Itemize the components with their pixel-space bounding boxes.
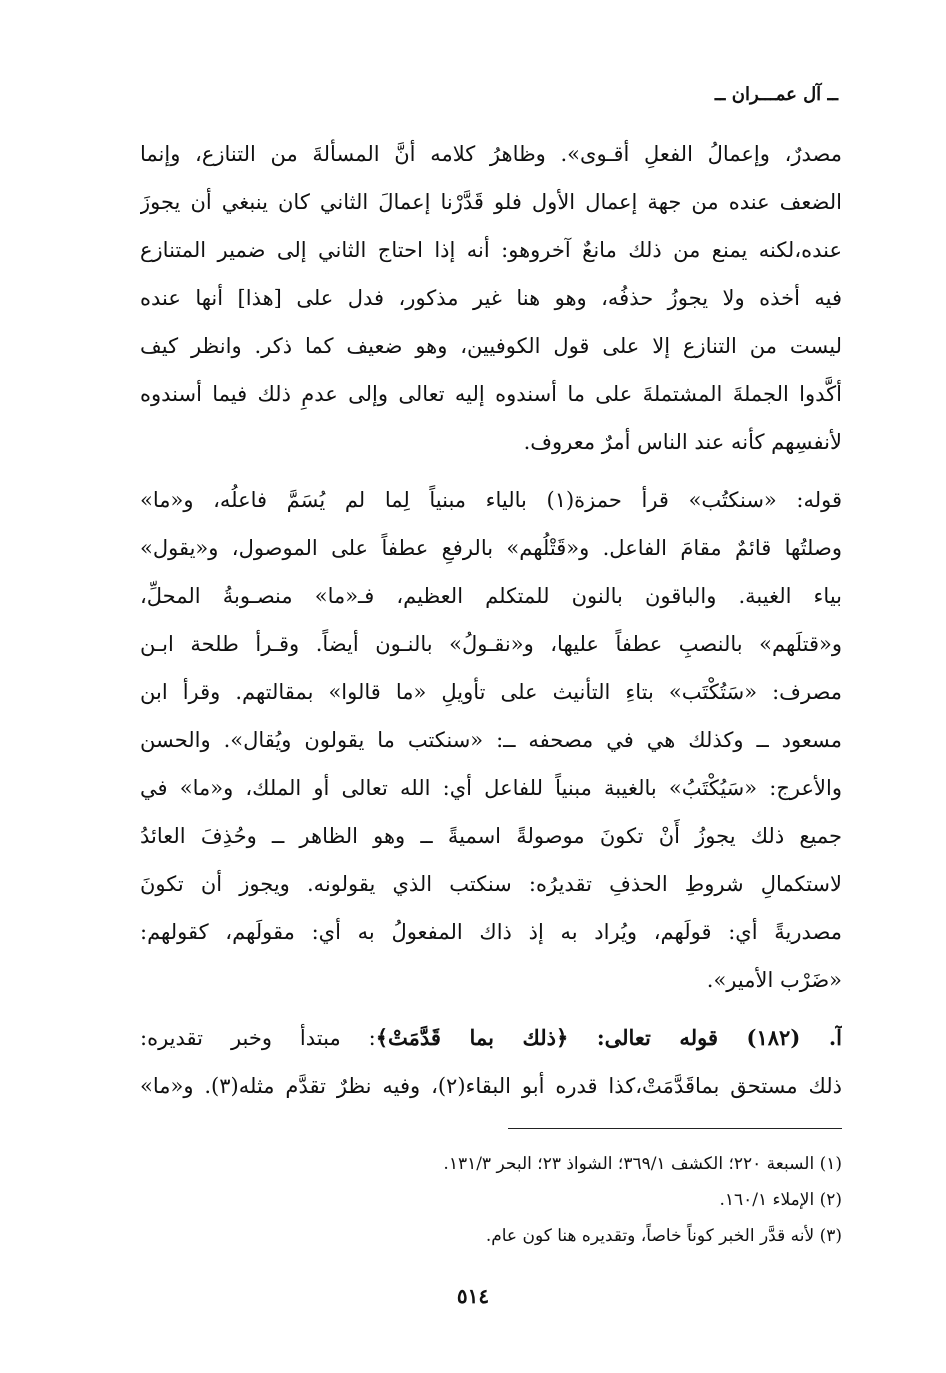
text-line: لأنفسِهم كأنه عند الناس أمرٌ معروف. — [523, 430, 842, 454]
text-line: بياء الغيبة. والباقون بالنون للمتكلم العظيم، فـ«ما» منصـوبةُ المحلِّ، — [140, 584, 842, 608]
main-text — [140, 130, 842, 1110]
footnotes — [140, 1146, 842, 1254]
paragraph-1 — [140, 130, 842, 466]
verse-reference: آ. (١٨٢) قوله تعالى: ﴿ذلك بما قَدَّمَتْ﴾ — [375, 1025, 842, 1050]
text-line: ذلك مستحق بماقَدَّمَتْ،كذا قدره أبو البقاء(٢)، وفيه نظرٌ تقدَّم مثله(٣). و«ما» — [140, 1074, 842, 1098]
footnote-3: (٣) لأنه قدَّر الخبر كوناً خاصاً، وتقديره هنا كون عام. — [485, 1226, 842, 1246]
text-line: مسعود ــ وكذلك هي في مصحفه ــ: «سنكتب ما يقولون ويُقال». والحسن — [140, 728, 842, 752]
text-line: لاستكمالِ شروطِ الحذفِ تقديرُه: سنكتب الذي يقولونه. ويجوز أن تكونَ — [140, 872, 842, 896]
footnote-divider — [508, 1128, 842, 1129]
text-line: عنده،لكنه يمنع من ذلك مانعٌ آخروهو: أنه إذا احتاج الثاني إلى ضمير المتنازع — [140, 238, 842, 262]
page-number: ٥١٤ — [456, 1284, 490, 1308]
text-line: أكَّدوا الجملةَ المشتملةَ على ما أسندوه إليه تعالى وإلى عدمِ ذلك فيما أسندوه — [140, 382, 842, 406]
paragraph-gap — [140, 466, 842, 476]
text-line: مصرف: «سَتُكْتَب» بتاءِ التأنيث على تأويلِ «ما قالوا» بمقالتهم. وقرأ ابن — [140, 680, 842, 704]
footnote-1: (١) السبعة ٢٢٠؛ الكشف ٣٦٩/١؛ الشواذ ٢٣؛ البحر ١٣١/٣. — [443, 1154, 842, 1174]
text-line: قوله: «سنكتُب» قرأ حمزة(١) بالياء مبنياً لِما لم يُسَمَّ فاعلُه، و«ما» — [140, 488, 842, 512]
paragraph-gap — [140, 1004, 842, 1014]
running-header: ــ آل عمـــران ــ — [714, 84, 838, 105]
paragraph-3 — [140, 1014, 842, 1110]
footnote-2: (٢) الإملاء ١٦٠/١. — [719, 1190, 842, 1210]
text-line — [140, 1014, 842, 1062]
text-line: فيه أخذه ولا يجوزُ حذفُه، وهو هنا غير مذكور، فدل على [هذا] أنها عنده — [140, 286, 842, 310]
text-line: جميع ذلك يجوزُ أَنْ تكونَ موصولةً اسميةً ــ وهو الظاهر ــ وحُذِفَ العائدُ — [140, 824, 842, 848]
verse-commentary: : مبتدأ وخبر تقديره: — [140, 1026, 376, 1050]
text-line: «ضَرْب الأمير». — [706, 968, 842, 992]
text-line: والأعرج: «سَيُكْتَبُ» بالغيبة مبنياً للفاعل أي: الله تعالى أو الملك، و«ما» في — [140, 776, 842, 800]
text-line: مصدرٌ، وإعمالُ الفعلِ أقـوى». وظاهرُ كلامه أنَّ المسألةَ من التنازع، وإنما — [140, 142, 842, 166]
text-line: ليست من التنازع إلا على قول الكوفيين، وهو ضعيف كما ذكر. وانظر كيف — [140, 334, 842, 358]
text-line: مصدريةً أي: قولَهم، ويُراد به إذ ذاك المفعولُ به أي: مقولَهم، كقولهم: — [140, 920, 842, 944]
paragraph-2 — [140, 476, 842, 1004]
text-line: وصلتُها قائمٌ مقامَ الفاعل. و«قَتْلُهم» بالرفعِ عطفاً على الموصول، و«يقول» — [140, 536, 842, 560]
text-line: و«قتلَهم» بالنصبِ عطفاً عليها، و«نقـولُ» بالنـون أيضاً. وقـرأ طلحة ابـن — [140, 632, 842, 656]
text-line: الضعف عنده من جهة إعمال الأول فلو قَدَّرْنا إعمالَ الثاني كان ينبغي أن يجوزَ — [140, 190, 842, 214]
